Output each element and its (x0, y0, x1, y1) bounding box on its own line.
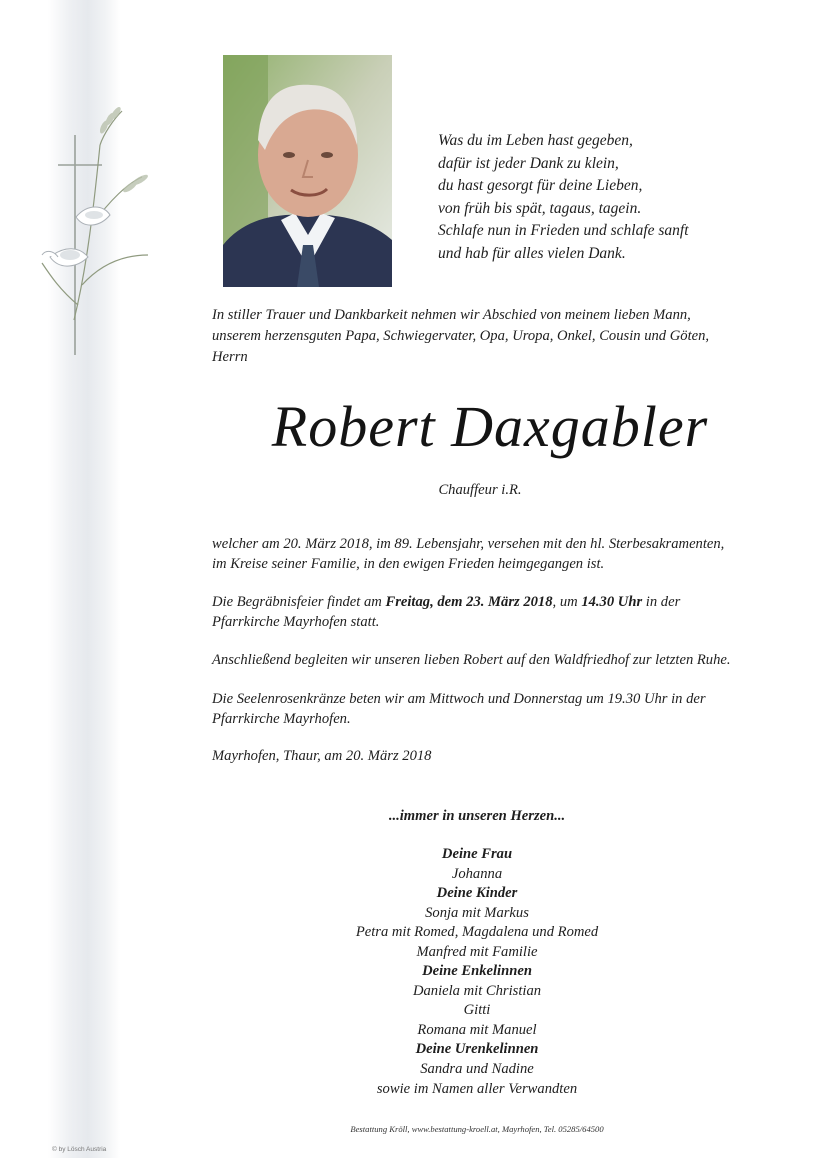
family-member: Manfred mit Familie (416, 943, 538, 960)
family-heading: Deine Enkelinnen (422, 963, 532, 980)
funeral-text: , um (552, 594, 582, 610)
family-member: Gitti (463, 1002, 491, 1019)
motto: ...immer in unseren Herzen... (388, 808, 566, 824)
family-member: Daniela mit Christian (412, 982, 542, 999)
family-member: Petra mit Romed, Magdalena und Romed (355, 924, 599, 941)
deceased-name: Robert Daxgabler (271, 394, 709, 459)
family-member: Romana mit Manuel (417, 1021, 537, 1038)
place-date (212, 747, 752, 767)
copyright-notice: © by Lösch Austria (52, 1146, 107, 1153)
intro-text (212, 305, 752, 368)
poem-line: dafür ist jeder Dank zu klein, (438, 154, 619, 172)
funeral-text: in der (642, 594, 681, 610)
family-member: sowie im Namen aller Verwandten (376, 1080, 578, 1097)
family-heading: Deine Urenkelinnen (415, 1041, 539, 1058)
poem-line: von früh bis spät, tagaus, tagein. (438, 199, 642, 217)
rosary-paragraph (212, 690, 752, 729)
intro-line: unserem herzensguten Papa, Schwiegervater, Opa, Uropa, Onkel, Cousin und Göten, (212, 328, 710, 344)
poem-line: und hab für alles vielen Dank. (438, 244, 626, 262)
intro-line: In stiller Trauer und Dankbarkeit nehmen wir Abschied von meinem lieben Mann, (212, 307, 691, 323)
deceased-occupation: Chauffeur i.R. (438, 482, 522, 498)
place-date-line: Mayrhofen, Thaur, am 20. März 2018 (212, 748, 432, 764)
burial-line: Anschließend begleiten wir unseren lieben Robert auf den Waldfriedhof zur letzten Ruhe. (212, 652, 731, 668)
funeral-line: Pfarrkirche Mayrhofen statt. (212, 613, 380, 630)
funeral-home-footer: Bestattung Kröll, www.bestattung-kroell.at, Mayrhofen, Tel. 05285/64500 (350, 1124, 604, 1134)
funeral-paragraph (212, 593, 752, 632)
portrait-photo (223, 55, 392, 287)
death-line: im Kreise seiner Familie, in den ewigen Frieden heimgegangen ist. (212, 555, 605, 572)
death-line: welcher am 20. März 2018, im 89. Lebensjahr, versehen mit den hl. Sterbesakramenten, (212, 536, 725, 552)
poem (438, 130, 778, 266)
family-list (212, 806, 742, 1099)
intro-line: Herrn (212, 349, 248, 365)
rosary-line: Die Seelenrosenkränze beten wir am Mittwoch und Donnerstag um 19.30 Uhr in der (212, 691, 706, 707)
cross-lily-wheat-icon (30, 105, 170, 365)
family-member: Sandra und Nadine (420, 1061, 534, 1078)
rosary-line: Pfarrkirche Mayrhofen. (212, 710, 351, 727)
family-heading: Deine Frau (441, 846, 513, 862)
poem-line: du hast gesorgt für deine Lieben, (438, 177, 643, 195)
poem-line: Was du im Leben hast gegeben, (438, 132, 633, 149)
family-member: Sonja mit Markus (425, 904, 529, 921)
funeral-time: 14.30 Uhr (581, 594, 643, 610)
poem-line: Schlafe nun in Frieden und schlafe sanft (438, 222, 689, 240)
funeral-date: Freitag, dem 23. März 2018 (385, 594, 553, 610)
death-paragraph (212, 535, 752, 574)
family-member: Johanna (451, 865, 503, 882)
funeral-text: Die Begräbnisfeier findet am (212, 594, 386, 610)
family-heading: Deine Kinder (436, 885, 518, 902)
burial-paragraph (212, 651, 752, 671)
